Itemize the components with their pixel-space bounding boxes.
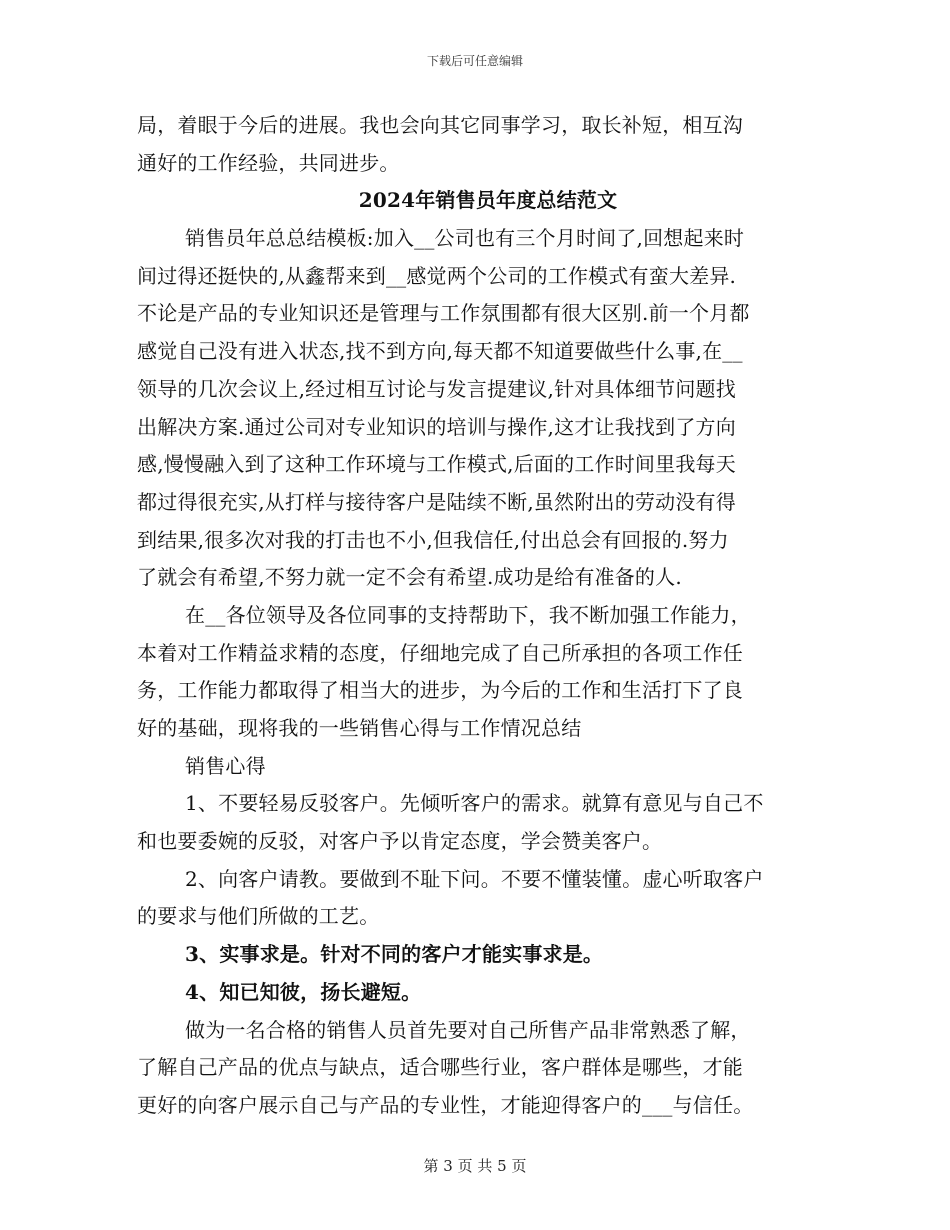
bold-point-line: 4、知已知彼，扬长避短。 [185,979,422,1004]
paragraph-line: 都过得很充实,从打样与接待客户是陆续不断,虽然附出的劳动没有得 [137,489,736,514]
paragraph-line: 间过得还挺快的,从鑫帮来到__感觉两个公司的工作模式有蛮大差异. [137,263,737,288]
paragraph-line: 和也要委婉的反驳，对客户予以肯定态度，学会赞美客户。 [137,829,663,854]
paragraph-line: 出解决方案.通过公司对专业知识的培训与操作,这才让我找到了方向 [137,414,736,439]
paragraph-line: 不论是产品的专业知识还是管理与工作氛围都有很大区别.前一个月都 [137,301,750,326]
paragraph-line: 感觉自己没有进入状态,找不到方向,每天都不知道要做些什么事,在__ [137,339,743,364]
paragraph-line: 了解自己产品的优点与缺点，适合哪些行业，客户群体是哪些，才能 [137,1055,743,1080]
paragraph-first-line: 1、不要轻易反驳客户。先倾听客户的需求。就算有意见与自己不 [185,791,764,816]
bold-point-line: 3、实事求是。针对不同的客户才能实事求是。 [185,942,604,967]
page-header-note: 下载后可任意编辑 [426,54,523,68]
document-title: 2024年销售员年度总结范文 [358,188,618,213]
paragraph-line: 好的基础，现将我的一些销售心得与工作情况总结 [137,716,582,740]
paragraph-line: 本着对工作精益求精的态度，仔细地完成了自己所承担的各项工作任 [137,640,743,665]
paragraph-line: 领导的几次会议上,经过相互讨论与发言提建议,针对具体细节问题找 [137,376,736,401]
paragraph-first-line: 2、向客户请教。要做到不耻下问。不要不懂装懂。虚心听取客户 [185,866,764,891]
paragraph-first-line: 做为一名合格的销售人员首先要对自己所售产品非常熟悉了解， [185,1017,751,1042]
paragraph-line: 了就会有希望,不努力就一定不会有希望.成功是给有准备的人. [137,565,682,590]
paragraph-line: 局，着眼于今后的进展。我也会向其它同事学习，取长补短，相互沟 [137,113,743,137]
paragraph-line: 务，工作能力都取得了相当大的进步，为今后的工作和生活打下了良 [137,678,743,703]
paragraph-first-line: 在__各位领导及各位同事的支持帮助下，我不断加强工作能力， [185,602,751,627]
paragraph-line: 的要求与他们所做的工艺。 [137,904,380,929]
paragraph-line: 到结果,很多次对我的打击也不小,但我信任,付出总会有回报的.努力 [137,527,729,552]
page-number-footer: 第 3 页 共 5 页 [423,1157,527,1175]
paragraph-first-line: 销售心得 [185,753,266,778]
paragraph-line: 通好的工作经验，共同进步。 [137,150,400,175]
paragraph-line: 更好的向客户展示自己与产品的专业性，才能迎得客户的___与信任。 [137,1092,754,1117]
paragraph-first-line: 销售员年总总结模板:加入__公司也有三个月时间了,回想起来时 [185,226,745,251]
document-body [137,107,813,1125]
paragraph-line: 感,慢慢融入到了这种工作环境与工作模式,后面的工作时间里我每天 [137,452,736,477]
